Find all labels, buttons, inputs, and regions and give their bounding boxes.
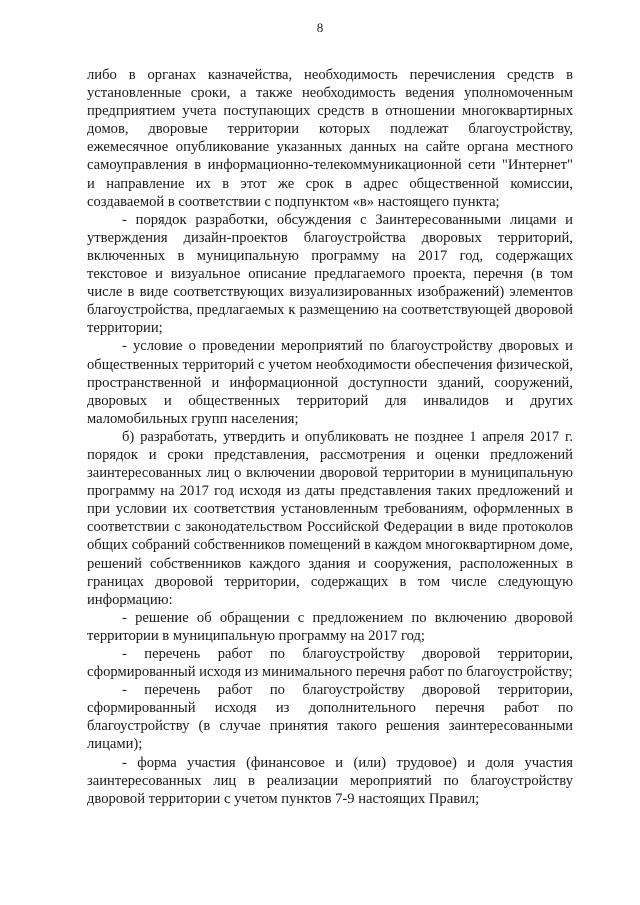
paragraph-participation-form: - форма участия (финансовое и (или) трудовое) и доля участия заинтересованных лиц в реализации мероприятий по благоустройству дворовой территории с учетом пунктов 7-9 настоящих Правил;: [87, 754, 573, 807]
document-body: [87, 66, 573, 808]
paragraph-accessibility: - условие о проведении мероприятий по благоустройству дворовых и общественных территорий с учетом необходимости обеспечения физической, пространственной и информационной доступности зданий, сооружений, дворовых и общественных территорий для инвалидов и других маломобильных групп населения;: [87, 338, 573, 427]
paragraph-continuation: либо в органах казначейства, необходимость перечисления средств в установленные сроки, а также необходимость ведения уполномоченным предприятием учета поступающих средств в отношении многоквартирных домов, дворовые территории которых подлежат благоустройству, ежемесячное опубликование указанных данных на сайте органа местного самоуправления в информационно-телекоммуникационной сети "Интернет" и направление их в этот же срок в адрес общественной комиссии, создаваемой в соответствии с подпунктом «в» настоящего пункта;: [87, 67, 573, 210]
paragraph-design-projects: - порядок разработки, обсуждения с Заинтересованными лицами и утверждения дизайн-проектов благоустройства дворовых территорий, включенных в муниципальную программу на 2017 год, содержащих текстовое и визуальное описание предлагаемого проекта, перечня (в том числе в виде соответствующих визуализированных изображений) элементов благоустройства, предлагаемых к размещению на соответствующей дворовой территории;: [87, 211, 573, 337]
paragraph-additional-works: - перечень работ по благоустройству дворовой территории, сформированный исходя из дополнительного перечня работ по благоустройству (в случае принятия такого решения заинтересованными лицами);: [87, 682, 573, 753]
paragraph-b-procedure: б) разработать, утвердить и опубликовать не позднее 1 апреля 2017 г. порядок и сроки представления, рассмотрения и оценки предложений заинтересованных лиц о включении дворовой территории в муниципальную программу на 2017 год исходя из даты представления таких предложений и при условии их соответствия установленным требованиям, оформленных в соответствии с законодательством Российской Федерации в виде протоколов общих собраний собственников помещений в каждом многоквартирном доме, решений собственников каждого здания и сооружения, расположенных в границах дворовой территории, содержащих в том числе следующую информацию:: [87, 428, 573, 608]
paragraph-minimal-works: - перечень работ по благоустройству дворовой территории, сформированный исходя из минимального перечня работ по благоустройству;: [87, 646, 573, 681]
page-number: 8: [316, 20, 324, 35]
paragraph-decision: - решение об обращении с предложением по включению дворовой территории в муниципальную программу на 2017 год;: [87, 609, 573, 644]
